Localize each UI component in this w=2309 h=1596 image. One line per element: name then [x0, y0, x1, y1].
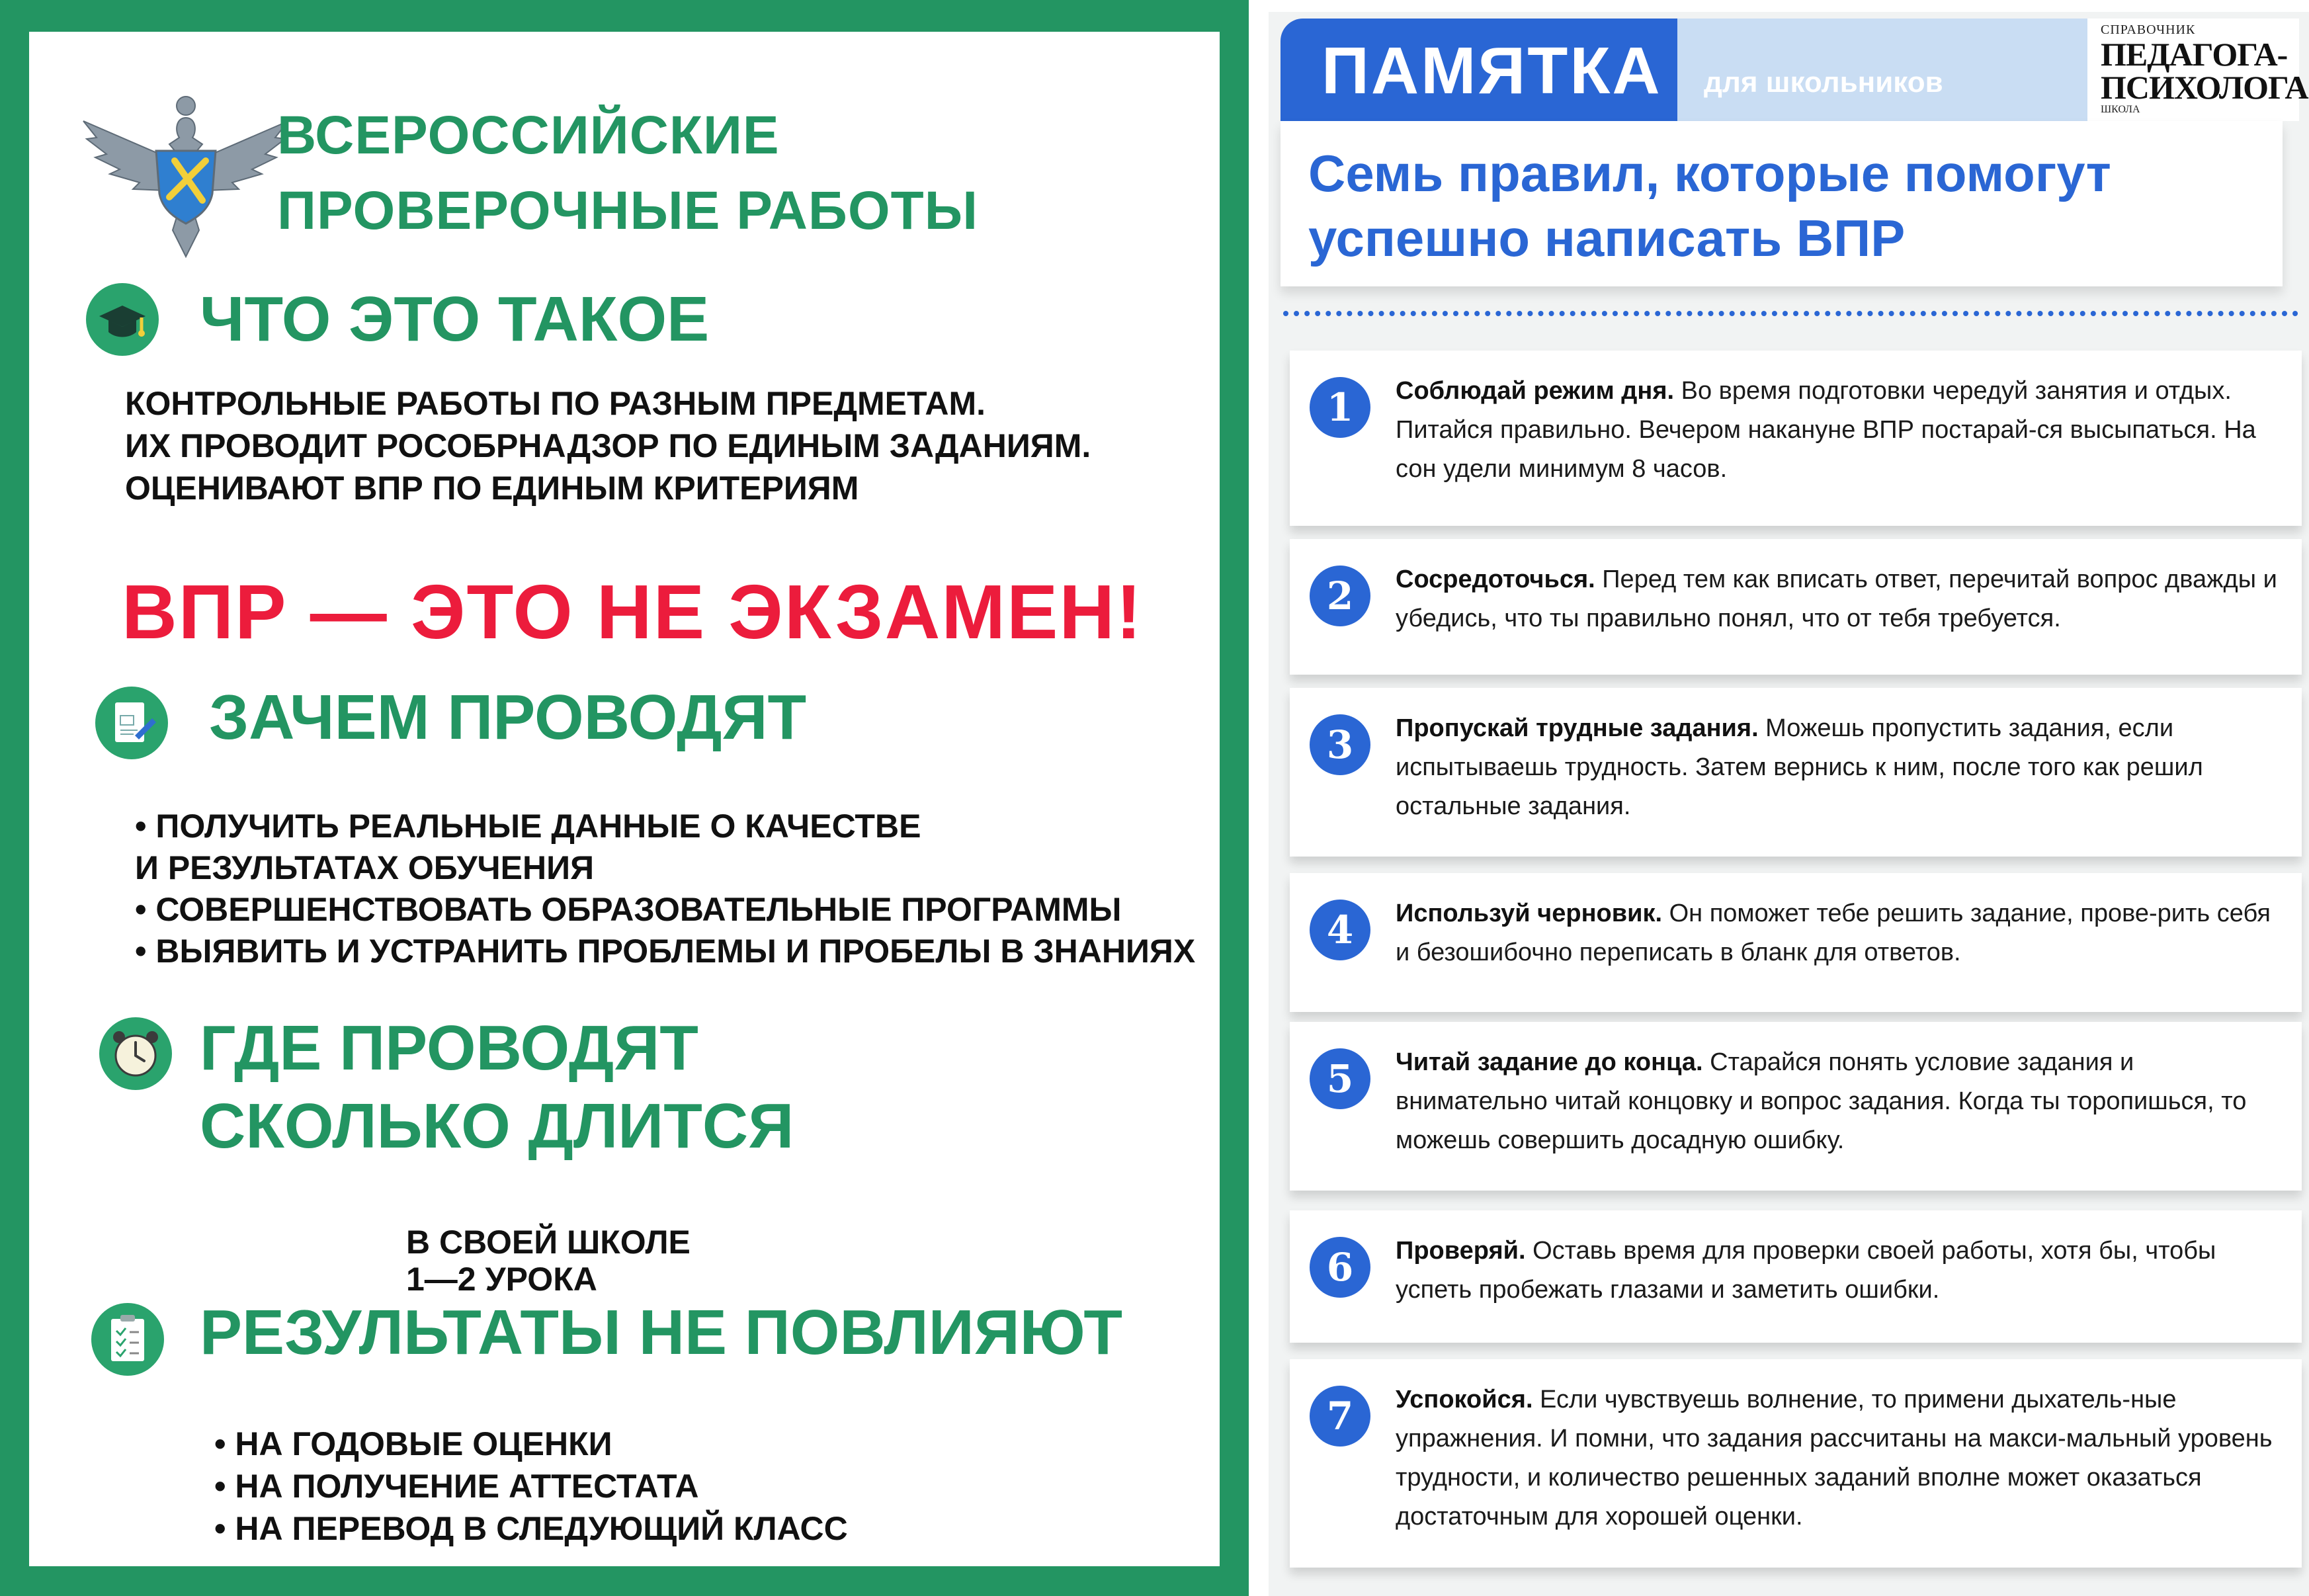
memo-title-line-1: Семь правил, которые помогут — [1308, 144, 2111, 202]
logo-top: СПРАВОЧНИК — [2101, 22, 2196, 37]
rule-text — [1396, 709, 2288, 826]
results-heading: РЕЗУЛЬТАТЫ НЕ ПОВЛИЯЮТ — [200, 1297, 1122, 1368]
what-line-1: КОНТРОЛЬНЫЕ РАБОТЫ ПО РАЗНЫМ ПРЕДМЕТАМ. — [125, 385, 986, 422]
memo-panel — [1249, 0, 2309, 1596]
memo-title-panel — [1280, 121, 2283, 286]
what-line-3: ОЦЕНИВАЮТ ВПР ПО ЕДИНЫМ КРИТЕРИЯМ — [125, 470, 859, 507]
vpr-poster-body — [29, 32, 1220, 1566]
rule-title: Проверяй. — [1396, 1237, 1526, 1265]
document-pen-icon — [95, 687, 168, 759]
rule-text — [1396, 560, 2288, 638]
rule-text — [1396, 1380, 2288, 1536]
rule-number-badge: 7 — [1310, 1386, 1370, 1447]
why-heading: ЗАЧЕМ ПРОВОДЯТ — [209, 682, 807, 753]
rule-text — [1396, 894, 2288, 972]
rule-card — [1290, 1359, 2302, 1568]
rule-title: Соблюдай режим дня. — [1396, 377, 1675, 405]
rule-text — [1396, 372, 2288, 489]
memo-audience-label: для школьников — [1704, 66, 1943, 99]
rule-title: Используй черновик. — [1396, 900, 1663, 927]
where-place: В СВОЕЙ ШКОЛЕ — [406, 1224, 691, 1261]
why-list — [135, 806, 1195, 972]
rule-body: Оставь время для проверки своей работы, хотя бы, чтобы успеть пробежать глазами и заметить ошибки. — [1396, 1237, 2216, 1304]
rule-title: Успокойся. — [1396, 1386, 1533, 1413]
rule-text — [1396, 1232, 2288, 1310]
rule-body: Он поможет тебе решить задание, прове-рить себя и безошибочно переписать в бланк для ответов. — [1396, 900, 2271, 966]
vpr-title — [277, 98, 978, 249]
graduation-cap-icon — [86, 283, 159, 356]
rule-number-badge: 5 — [1310, 1048, 1370, 1109]
publisher-logo — [2087, 19, 2308, 121]
rule-card — [1290, 873, 2302, 1012]
rule-body: Перед тем как вписать ответ, перечитай вопрос дважды и убедись, что ты правильно понял, что от тебя требуется. — [1396, 566, 2277, 632]
logo-bottom: ШКОЛА — [2101, 104, 2140, 115]
why-line-1: • ПОЛУЧИТЬ РЕАЛЬНЫЕ ДАННЫЕ О КАЧЕСТВЕ — [135, 808, 921, 845]
where-heading — [200, 1009, 794, 1165]
memo-tab — [1280, 19, 1677, 121]
rule-number-badge: 2 — [1310, 566, 1370, 626]
where-duration: 1—2 УРОКА — [406, 1261, 597, 1298]
logo-title — [2101, 36, 2308, 106]
rule-number-badge: 3 — [1310, 714, 1370, 775]
what-description — [125, 382, 1091, 509]
why-line-2: И РЕЗУЛЬТАТАХ ОБУЧЕНИЯ — [135, 849, 595, 886]
where-heading-line-2: СКОЛЬКО ДЛИТСЯ — [200, 1091, 794, 1161]
not-exam-banner: ВПР — ЭТО НЕ ЭКЗАМЕН! — [122, 569, 1143, 655]
memo-title — [1308, 141, 2111, 271]
rule-title: Сосредоточься. — [1396, 566, 1595, 593]
rule-card — [1290, 1022, 2302, 1191]
rosobrnadzor-emblem-icon — [77, 65, 295, 263]
results-line-1: • НА ГОДОВЫЕ ОЦЕНКИ — [214, 1425, 612, 1462]
results-line-3: • НА ПЕРЕВОД В СЛЕДУЮЩИЙ КЛАСС — [214, 1510, 848, 1547]
memo-title-line-2: успешно написать ВПР — [1308, 209, 1906, 267]
rule-number-badge: 6 — [1310, 1237, 1370, 1298]
rule-body: Во время подготовки чередуй занятия и отдых. Питайся правильно. Вечером накануне ВПР постарай-ся высыпаться. На сон удели минимум 8 часов. — [1396, 377, 2256, 483]
logo-title-line-1: ПЕДАГОГА- — [2101, 36, 2288, 73]
results-line-2: • НА ПОЛУЧЕНИЕ АТТЕСТАТА — [214, 1468, 699, 1505]
rule-card — [1290, 688, 2302, 857]
what-heading: ЧТО ЭТО ТАКОЕ — [200, 284, 710, 355]
where-values — [406, 1224, 691, 1298]
vpr-title-line-2: ПРОВЕРОЧНЫЕ РАБОТЫ — [277, 181, 979, 241]
rule-number-badge: 1 — [1310, 377, 1370, 438]
logo-title-line-2: ПСИХОЛОГА — [2101, 69, 2308, 106]
dotted-divider — [1283, 311, 2298, 316]
rule-title: Читай задание до конца. — [1396, 1048, 1703, 1076]
results-list — [214, 1423, 848, 1550]
rule-body: Если чувствуешь волнение, то примени дыхатель-ные упражнения. И помни, что задания рассчитаны на макси-мальный уровень трудности, и количество решенных заданий вполне может оказаться достаточным для хорошей оценки. — [1396, 1386, 2273, 1531]
rule-text — [1396, 1043, 2288, 1160]
why-line-4: • ВЫЯВИТЬ И УСТРАНИТЬ ПРОБЛЕМЫ И ПРОБЕЛЫ В ЗНАНИЯХ — [135, 933, 1196, 970]
rule-number-badge: 4 — [1310, 900, 1370, 960]
rule-card — [1290, 351, 2302, 526]
what-line-2: ИХ ПРОВОДИТ РОСОБРНАДЗОР ПО ЕДИНЫМ ЗАДАНИЯМ. — [125, 427, 1091, 464]
rule-title: Пропускай трудные задания. — [1396, 714, 1759, 742]
where-heading-line-1: ГДЕ ПРОВОДЯТ — [200, 1013, 698, 1083]
memo-tab-label: ПАМЯТКА — [1322, 34, 1662, 108]
rule-card — [1290, 539, 2302, 675]
rule-card — [1290, 1210, 2302, 1343]
rule-body: Старайся понять условие задания и внимательно читай концовку и вопрос задания. Когда ты торопишься, то можешь совершить досадную ошибку. — [1396, 1048, 2247, 1154]
vpr-title-line-1: ВСЕРОССИЙСКИЕ — [277, 105, 780, 165]
checklist-icon — [91, 1303, 164, 1376]
memo-audience-tab — [1677, 19, 2087, 121]
rule-body: Можешь пропустить задания, если испытываешь трудность. Затем вернись к ним, после того как решил остальные задания. — [1396, 714, 2203, 820]
alarm-clock-icon — [99, 1017, 172, 1090]
why-line-3: • СОВЕРШЕНСТВОВАТЬ ОБРАЗОВАТЕЛЬНЫЕ ПРОГРАММЫ — [135, 891, 1122, 928]
